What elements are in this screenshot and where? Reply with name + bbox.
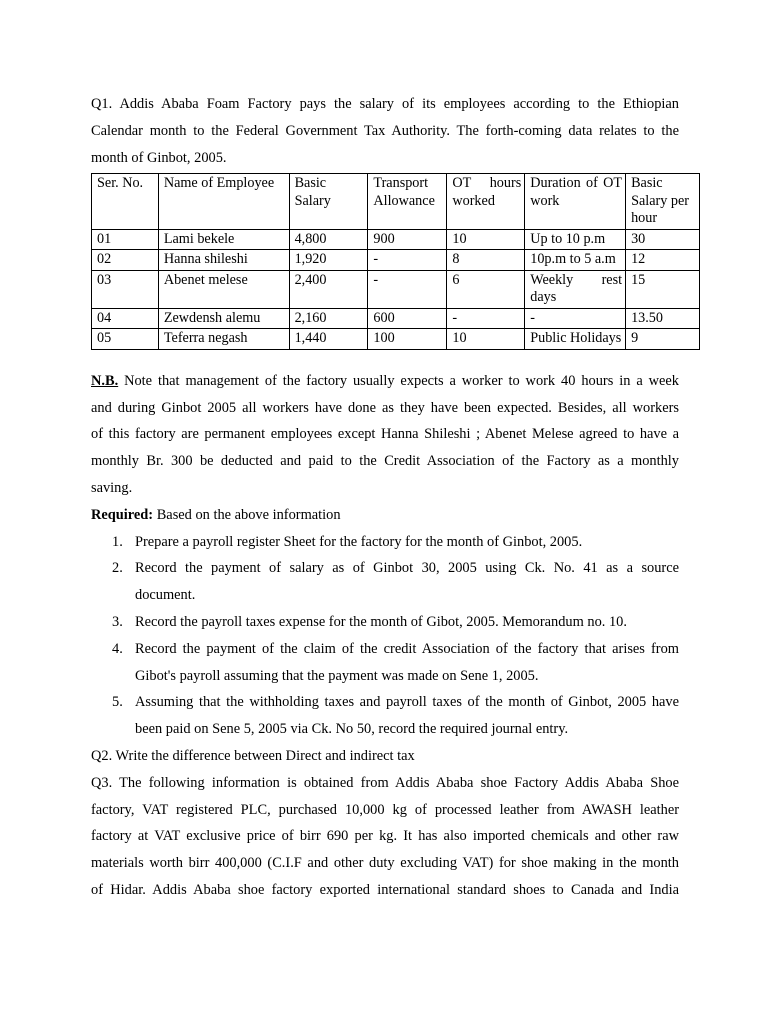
q1-intro xyxy=(91,91,679,171)
table-cell: 10p.m to 5 a.m xyxy=(525,250,626,271)
table-cell: 6 xyxy=(447,270,525,308)
q3-line: factory at VAT exclusive price of birr 690 per kg. It has also imported chemicals and other raw xyxy=(91,828,679,845)
table-cell: 1,440 xyxy=(289,329,368,350)
required-heading xyxy=(91,502,679,529)
q2-paragraph xyxy=(91,743,679,770)
table-cell: Hanna shileshi xyxy=(158,250,289,271)
table-row xyxy=(92,308,700,329)
table-cell: 13.50 xyxy=(626,308,700,329)
table-cell: Teferra negash xyxy=(158,329,289,350)
table-cell: - xyxy=(368,270,447,308)
list-number: 4. xyxy=(112,640,123,657)
list-number: 1. xyxy=(112,533,123,550)
table-cell: - xyxy=(525,308,626,329)
table-cell: 02 xyxy=(92,250,159,271)
table-cell: Abenet melese xyxy=(158,270,289,308)
list-text: document. xyxy=(135,587,196,604)
table-row xyxy=(92,329,700,350)
q3-line: factory, VAT registered PLC, purchased 10,000 kg of processed leather from AWASH leather xyxy=(91,801,679,818)
header-cell: Duration of OT work xyxy=(525,174,626,230)
list-text: Record the payment of salary as of Ginbot 30, 2005 using Ck. No. 41 as a source xyxy=(135,560,679,577)
list-text: Prepare a payroll register Sheet for the factory for the month of Ginbot, 2005. xyxy=(135,533,583,550)
list-text: been paid on Sene 5, 2005 via Ck. No 50, record the required journal entry. xyxy=(135,721,569,738)
list-text: Record the payment of the claim of the credit Association of the factory that arises from xyxy=(135,640,679,657)
header-cell: Name of Employee xyxy=(158,174,289,230)
table-cell: 04 xyxy=(92,308,159,329)
table-cell: 600 xyxy=(368,308,447,329)
list-text: Gibot's payroll assuming that the payment was made on Sene 1, 2005. xyxy=(135,667,539,684)
table-cell: 2,400 xyxy=(289,270,368,308)
q1-intro-line: month of Ginbot, 2005. xyxy=(91,149,227,166)
list-text: Record the payroll taxes expense for the month of Gibot, 2005. Memorandum no. 10. xyxy=(135,614,627,631)
nb-line: and during Ginbot 2005 all workers have done as they have been expected. Besides, all workers xyxy=(91,399,679,416)
nb-line: monthly Br. 300 be deducted and paid to the Credit Association of the Factory as a monthly xyxy=(91,453,679,470)
required-list xyxy=(91,529,679,743)
table-cell: Zewdensh alemu xyxy=(158,308,289,329)
nb-line: of this factory are permanent employees except Hanna Shileshi ; Abenet Melese agreed to have a xyxy=(91,426,679,443)
list-number: 2. xyxy=(112,560,123,577)
nb-paragraph xyxy=(91,368,679,502)
header-cell: Basic Salary per hour xyxy=(626,174,700,230)
list-item xyxy=(91,529,679,556)
table-cell: 900 xyxy=(368,229,447,250)
q3-line: of Hidar. Addis Ababa shoe factory exported international standard shoes to Canada and India xyxy=(91,882,679,899)
table-cell: 05 xyxy=(92,329,159,350)
header-cell: OT hours worked xyxy=(447,174,525,230)
table-cell: 12 xyxy=(626,250,700,271)
employee-table xyxy=(91,173,700,350)
table-cell: 1,920 xyxy=(289,250,368,271)
table-cell: - xyxy=(447,308,525,329)
list-item xyxy=(91,636,679,690)
table-cell: 8 xyxy=(447,250,525,271)
nb-label: N.B. xyxy=(91,372,119,389)
table-cell: 10 xyxy=(447,229,525,250)
header-cell: Transport Allowance xyxy=(368,174,447,230)
table-cell: - xyxy=(368,250,447,271)
nb-line: saving. xyxy=(91,480,133,497)
table-cell: 30 xyxy=(626,229,700,250)
required-label: Required: xyxy=(91,506,154,523)
table-header-row xyxy=(92,174,700,230)
document-page xyxy=(91,91,689,904)
nb-text: Note that management of the factory usually expects a worker to work 40 hours in a week xyxy=(118,372,679,389)
table-cell: 2,160 xyxy=(289,308,368,329)
q2-text: Q2. Write the difference between Direct and indirect tax xyxy=(91,748,415,765)
list-item xyxy=(91,609,679,636)
table-cell: 9 xyxy=(626,329,700,350)
table-cell: Public Holidays xyxy=(525,329,626,350)
header-cell: Basic Salary xyxy=(289,174,368,230)
list-number: 5. xyxy=(112,694,123,711)
list-number: 3. xyxy=(112,614,123,631)
table-row xyxy=(92,250,700,271)
q3-paragraph xyxy=(91,770,679,904)
table-cell: 01 xyxy=(92,229,159,250)
table-row xyxy=(92,229,700,250)
q3-line: materials worth birr 400,000 (C.I.F and other duty excluding VAT) for shoe making in the month xyxy=(91,855,679,872)
nb-line xyxy=(91,368,679,395)
header-cell: Ser. No. xyxy=(92,174,159,230)
q1-intro-line: Calendar month to the Federal Government Tax Authority. The forth-coming data relates to the xyxy=(91,122,679,139)
table-cell: Up to 10 p.m xyxy=(525,229,626,250)
table-cell: 10 xyxy=(447,329,525,350)
table-cell: 4,800 xyxy=(289,229,368,250)
table-row xyxy=(92,270,700,308)
table-cell: 15 xyxy=(626,270,700,308)
list-item xyxy=(91,555,679,609)
list-item xyxy=(91,689,679,743)
q3-line: Q3. The following information is obtained from Addis Ababa shoe Factory Addis Ababa Shoe xyxy=(91,774,679,791)
q1-intro-line: Q1. Addis Ababa Foam Factory pays the salary of its employees according to the Ethiopian xyxy=(91,96,679,112)
table-cell: 100 xyxy=(368,329,447,350)
table-cell: Weekly rest days xyxy=(525,270,626,308)
table-cell: Lami bekele xyxy=(158,229,289,250)
list-text: Assuming that the withholding taxes and payroll taxes of the month of Ginbot, 2005 have xyxy=(135,694,679,711)
table-cell: 03 xyxy=(92,270,159,308)
required-text: Based on the above information xyxy=(153,506,341,523)
